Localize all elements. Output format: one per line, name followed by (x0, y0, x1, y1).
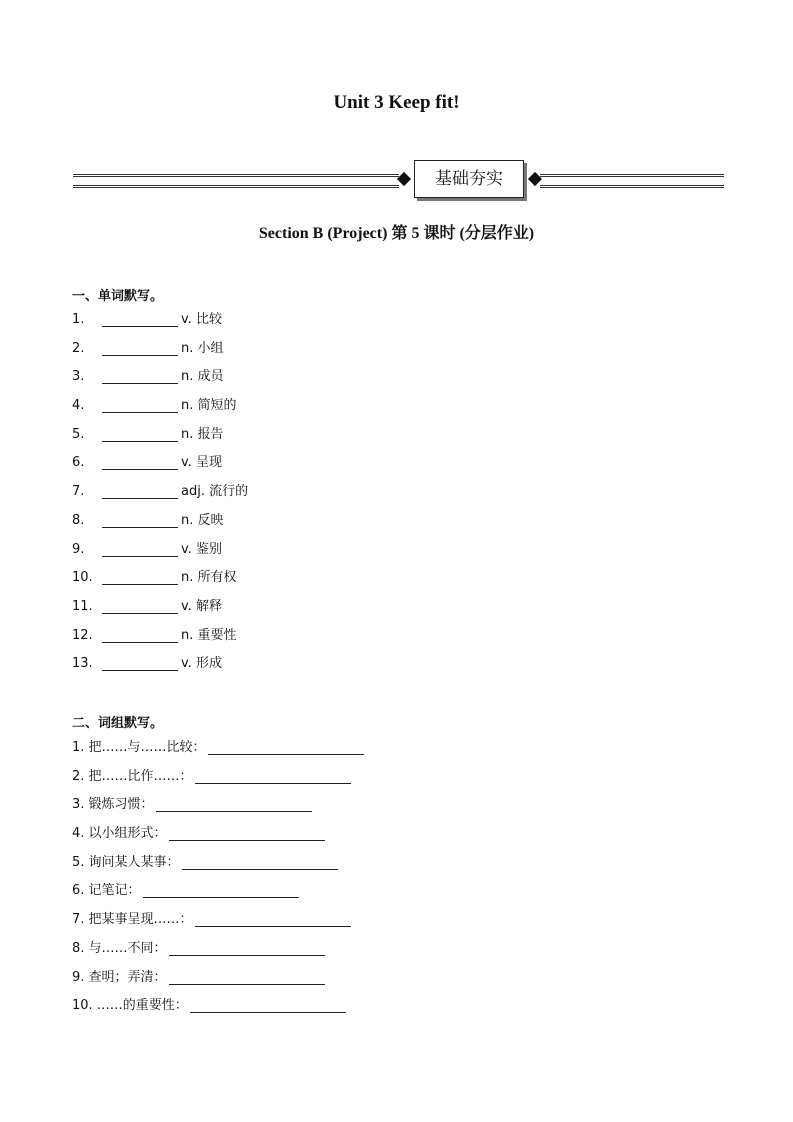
answer-blank[interactable] (102, 427, 178, 442)
answer-blank[interactable] (190, 998, 346, 1013)
item-hint: n. 所有权 (181, 570, 237, 586)
item-hint: v. 形成 (181, 656, 222, 672)
item-hint: v. 呈现 (181, 455, 222, 471)
answer-blank[interactable] (102, 484, 178, 499)
phrase-prompt: 5. 询问某人某事： (72, 854, 180, 870)
vocab-item (72, 392, 248, 421)
phrase-prompt: 1. 把……与……比较： (72, 740, 206, 755)
item-hint: n. 反映 (181, 512, 224, 528)
item-number: 10. (72, 570, 93, 586)
phrase-item (72, 964, 367, 993)
phrase-item (72, 906, 367, 935)
item-hint: n. 简短的 (181, 398, 237, 414)
answer-blank[interactable] (169, 941, 325, 956)
section1-heading: 一、单词默写。 (72, 289, 164, 304)
item-number: 5. (72, 426, 85, 442)
vocab-item (72, 593, 248, 622)
item-hint: v. 鉴别 (181, 541, 222, 557)
item-hint: n. 小组 (181, 340, 224, 356)
answer-blank[interactable] (182, 855, 338, 870)
phrase-item (72, 820, 367, 849)
answer-blank[interactable] (102, 455, 178, 470)
vocab-item (72, 363, 248, 392)
answer-blank[interactable] (143, 883, 299, 898)
phrase-prompt: 6. 记笔记： (72, 883, 141, 899)
lesson-subtitle: Section B (Project) 第 5 课时 (分层作业) (258, 225, 535, 242)
answer-blank[interactable] (195, 769, 351, 784)
phrase-item (72, 877, 367, 906)
answer-blank[interactable] (102, 341, 178, 356)
item-hint: n. 重要性 (181, 627, 237, 643)
item-number: 6. (72, 455, 85, 471)
answer-blank[interactable] (169, 826, 325, 841)
phrase-item (72, 849, 367, 878)
section2-heading: 二、词组默写。 (72, 716, 164, 731)
phrase-prompt: 8. 与……不同： (72, 940, 167, 956)
phrase-prompt: 9. 查明；弄清： (72, 969, 167, 985)
item-hint: v. 解释 (181, 598, 222, 614)
phrase-item (72, 734, 367, 763)
phrase-item (72, 935, 367, 964)
answer-blank[interactable] (102, 312, 178, 327)
answer-blank[interactable] (102, 570, 178, 585)
vocab-item (72, 507, 248, 536)
vocab-item (72, 564, 248, 593)
item-number: 3. (72, 369, 85, 385)
item-number: 7. (72, 484, 85, 500)
item-number: 9. (72, 541, 85, 557)
banner-left-rule (73, 174, 399, 188)
answer-blank[interactable] (102, 513, 178, 528)
item-hint: v. 比较 (181, 312, 222, 327)
vocab-item (72, 650, 248, 679)
item-number: 11. (72, 598, 93, 614)
answer-blank[interactable] (102, 398, 178, 413)
answer-blank[interactable] (102, 599, 178, 614)
phrase-prompt: 4. 以小组形式： (72, 826, 167, 842)
vocab-item (72, 335, 248, 364)
section-banner (73, 160, 724, 202)
banner-right-rule (540, 174, 724, 188)
phrase-prompt: 10. ……的重要性： (72, 998, 188, 1014)
item-hint: n. 成员 (181, 369, 224, 385)
vocab-item (72, 306, 248, 335)
vocab-item (72, 622, 248, 651)
item-hint: n. 报告 (181, 426, 224, 442)
vocab-list (72, 306, 248, 679)
item-number: 1. (72, 312, 85, 327)
page-title: Unit 3 Keep fit! (333, 92, 460, 113)
answer-blank[interactable] (102, 542, 178, 557)
item-number: 8. (72, 512, 85, 528)
vocab-item (72, 421, 248, 450)
answer-blank[interactable] (169, 970, 325, 985)
answer-blank[interactable] (208, 740, 364, 755)
phrase-item (72, 992, 367, 1021)
item-hint: adj. 流行的 (181, 484, 249, 500)
phrase-prompt: 3. 锻炼习惯： (72, 797, 154, 813)
item-number: 12. (72, 627, 93, 643)
phrase-item (72, 763, 367, 792)
item-number: 13. (72, 656, 93, 672)
phrase-item (72, 791, 367, 820)
item-number: 2. (72, 340, 85, 356)
vocab-item (72, 478, 248, 507)
answer-blank[interactable] (195, 912, 351, 927)
item-number: 4. (72, 398, 85, 414)
vocab-item (72, 536, 248, 565)
banner-label: 基础夯实 (414, 160, 524, 198)
answer-blank[interactable] (102, 656, 178, 671)
answer-blank[interactable] (156, 797, 312, 812)
phrase-prompt: 7. 把某事呈现……： (72, 912, 193, 928)
answer-blank[interactable] (102, 369, 178, 384)
answer-blank[interactable] (102, 628, 178, 643)
phrase-list (72, 734, 367, 1021)
vocab-item (72, 449, 248, 478)
phrase-prompt: 2. 把……比作……： (72, 768, 193, 784)
banner-left-diamond-icon (397, 172, 411, 186)
